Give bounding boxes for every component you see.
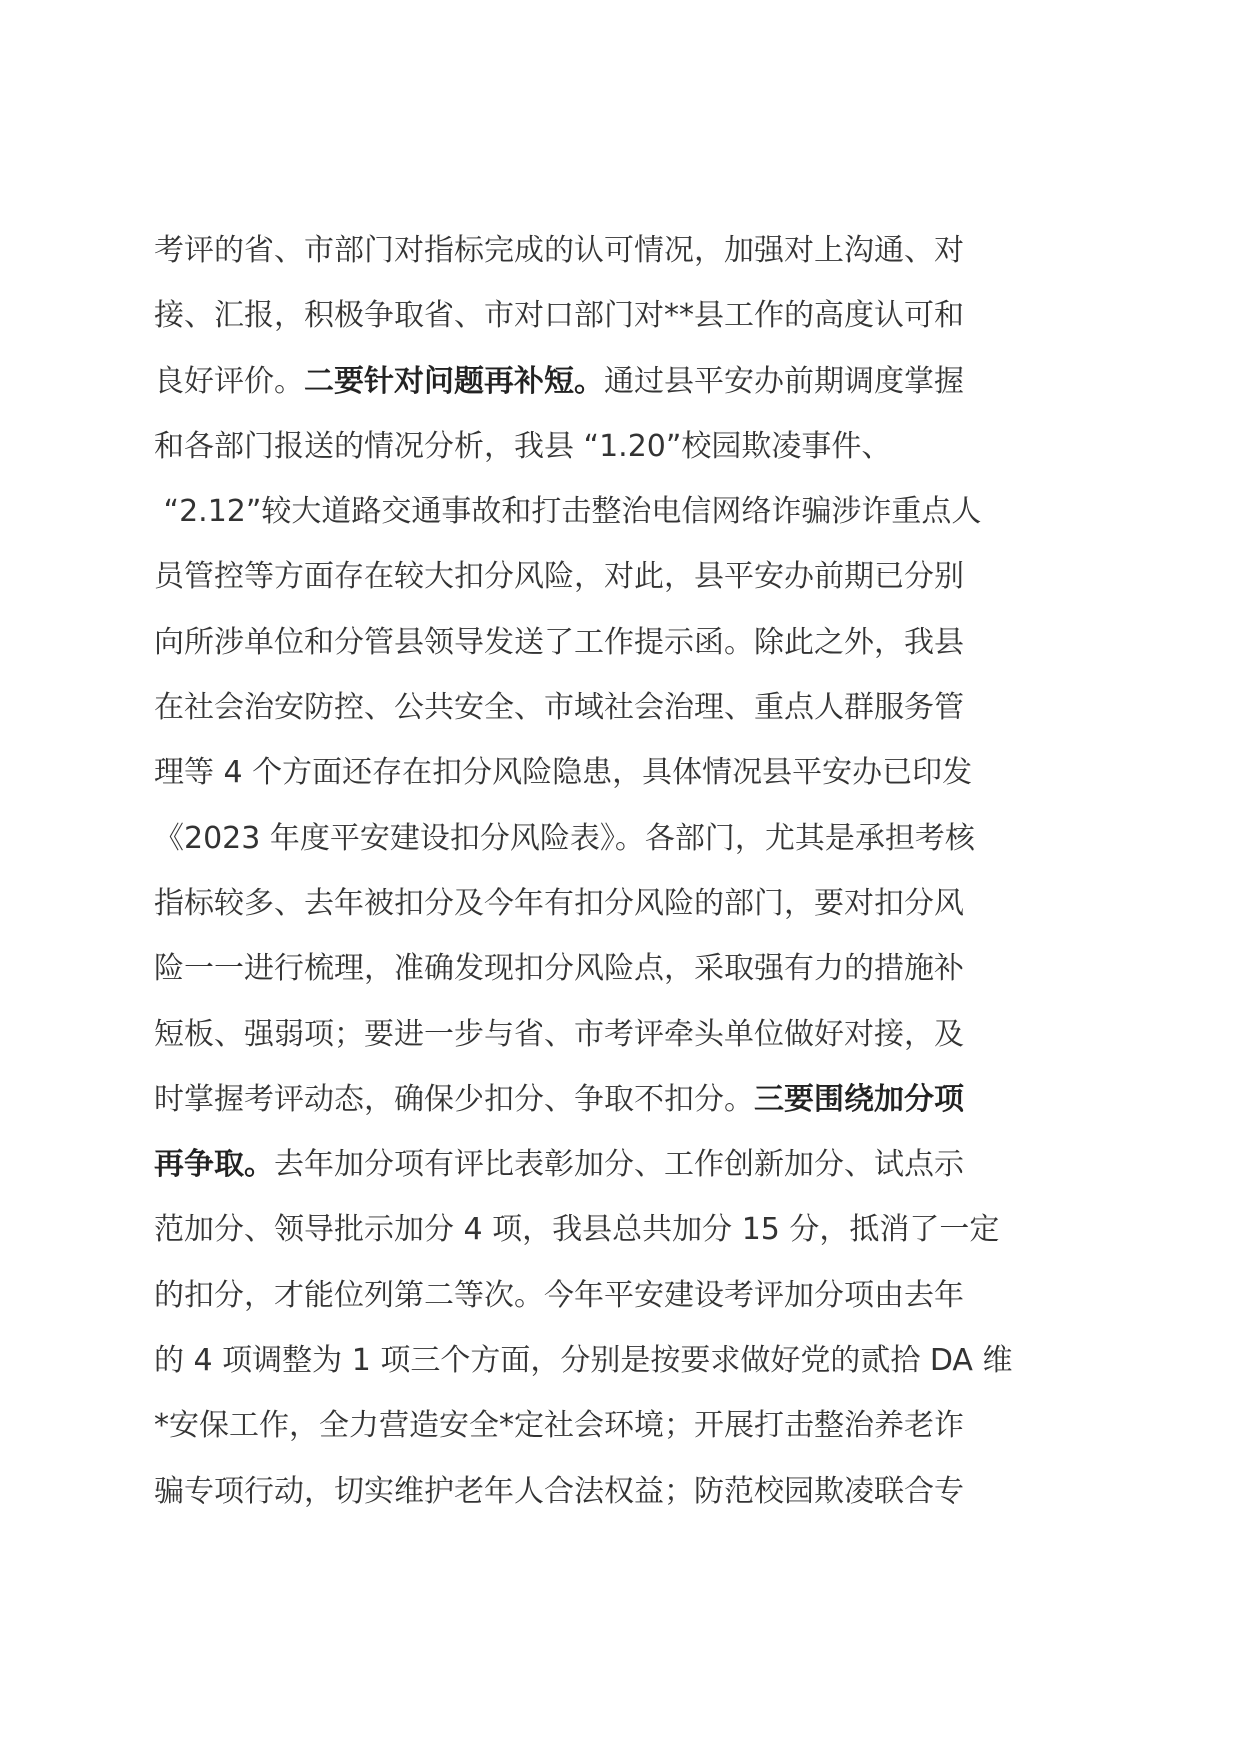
text-run: 的扣分，才能位列第二等次。今年平安建设考评加分项由去年 [154,1277,964,1313]
text-line [154,479,1094,544]
bold-heading: 三要围绕加分项 [754,1081,964,1117]
text-run: 指标较多、去年被扣分及今年有扣分风险的部门，要对扣分风 [154,885,964,921]
body-text [154,218,1094,1524]
text-run: 良好评价。 [154,363,304,399]
text-line [154,936,1094,1001]
text-line [154,1067,1094,1132]
text-run: 和各部门报送的情况分析，我县 “1.20”校园欺凌事件、 [154,428,892,464]
text-line [154,1328,1094,1393]
text-line [154,349,1094,414]
text-run: 《2023 年度平安建设扣分风险表》。各部门，尤其是承担考核 [154,820,975,856]
bold-heading: 再争取。 [154,1147,274,1183]
text-line [154,1459,1094,1524]
text-line [154,1197,1094,1262]
text-run: “2.12”较大道路交通事故和打击整治电信网络诈骗涉诈重点人 [154,494,982,530]
text-run: 在社会治安防控、公共安全、市域社会治理、重点人群服务管 [154,690,964,726]
text-run: 接、汇报，积极争取省、市对口部门对**县工作的高度认可和 [154,298,964,334]
text-run: 向所涉单位和分管县领导发送了工作提示函。除此之外，我县 [154,624,964,660]
text-run: 去年加分项有评比表彰加分、工作创新加分、试点示 [274,1147,964,1183]
text-run: 时掌握考评动态，确保少扣分、争取不扣分。 [154,1081,754,1117]
text-line [154,1263,1094,1328]
text-run: 理等 4 个方面还存在扣分风险隐患，具体情况县平安办已印发 [154,755,973,791]
text-run: 考评的省、市部门对指标完成的认可情况，加强对上沟通、对 [154,233,964,268]
text-run: 骗专项行动，切实维护老年人合法权益；防范校园欺凌联合专 [154,1473,964,1509]
text-line [154,1132,1094,1197]
text-line [154,1393,1094,1458]
text-run: 短板、强弱项；要进一步与省、市考评牵头单位做好对接，及 [154,1016,964,1052]
text-line [154,740,1094,805]
text-line [154,1002,1094,1067]
text-line [154,544,1094,609]
text-run: 通过县平安办前期调度掌握 [604,363,964,399]
bold-heading: 二要针对问题再补短。 [304,363,604,399]
text-run: 员管控等方面存在较大扣分风险，对此，县平安办前期已分别 [154,559,964,595]
text-line [154,610,1094,675]
text-line [154,675,1094,740]
text-line [154,218,1094,283]
text-line [154,871,1094,936]
text-line [154,806,1094,871]
text-run: 范加分、领导批示加分 4 项，我县总共加分 15 分，抵消了一定 [154,1212,1000,1248]
text-line [154,414,1094,479]
text-run: 的 4 项调整为 1 项三个方面，分别是按要求做好党的贰拾 DA 维 [154,1343,1013,1379]
text-run: 险一一进行梳理，准确发现扣分风险点，采取强有力的措施补 [154,951,964,987]
text-run: *安保工作，全力营造安全*定社会环境；开展打击整治养老诈 [154,1408,964,1444]
text-line [154,283,1094,348]
